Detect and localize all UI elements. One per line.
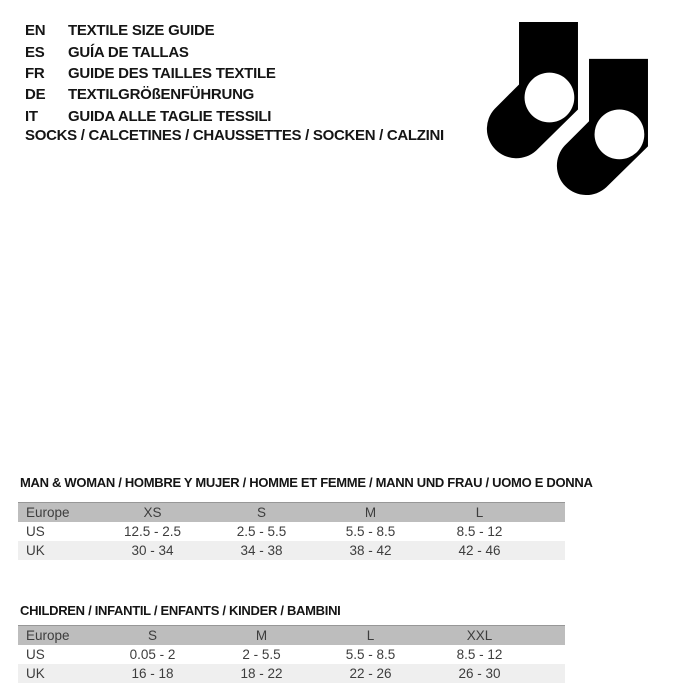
language-code: IT — [25, 107, 38, 125]
column-header: S — [207, 503, 316, 523]
table-title-children: CHILDREN / INFANTIL / ENFANTS / KINDER / BAMBINI — [20, 603, 341, 618]
column-header: M — [207, 626, 316, 646]
category-heading: SOCKS / CALCETINES / CHAUSSETTES / SOCKEN / CALZINI — [25, 127, 444, 144]
region-label: US — [26, 647, 45, 662]
column-header: M — [316, 503, 425, 523]
sock-glyph-left — [487, 22, 578, 158]
size-cell: 8.5 - 12 — [456, 647, 503, 662]
socks-icon — [482, 22, 650, 197]
column-header: XXL — [425, 626, 565, 646]
size-cell: 2.5 - 5.5 — [236, 524, 287, 539]
language-row — [25, 106, 276, 127]
language-row — [25, 20, 276, 41]
language-title: TEXTILE SIZE GUIDE — [68, 22, 215, 40]
language-title-list — [25, 20, 276, 127]
size-cell: 38 - 42 — [349, 543, 392, 558]
size-cell: 5.5 - 8.5 — [345, 647, 396, 662]
table-row — [18, 645, 565, 664]
size-cell: 8.5 - 12 — [456, 524, 503, 539]
column-header: XS — [98, 503, 207, 523]
size-cell: 22 - 26 — [349, 666, 392, 681]
region-label: US — [26, 524, 45, 539]
size-table-man-woman — [18, 502, 565, 560]
column-header: S — [98, 626, 207, 646]
size-cell: 30 - 34 — [131, 543, 174, 558]
size-cell: 2 - 5.5 — [242, 647, 281, 662]
language-title: GUIDE DES TAILLES TEXTILE — [68, 64, 276, 82]
size-cell: 42 - 46 — [458, 543, 501, 558]
table-row — [18, 541, 565, 560]
language-code: ES — [25, 43, 45, 61]
size-cell: 34 - 38 — [240, 543, 283, 558]
language-row — [25, 63, 276, 84]
language-code: FR — [25, 64, 45, 82]
table-header-row — [18, 626, 565, 646]
column-header: L — [425, 503, 565, 523]
size-cell: 18 - 22 — [240, 666, 283, 681]
language-title: TEXTILGRÖßENFÜHRUNG — [68, 86, 255, 104]
language-row — [25, 84, 276, 105]
size-cell: 5.5 - 8.5 — [345, 524, 396, 539]
language-row — [25, 41, 276, 62]
socks-icon-svg — [482, 22, 650, 197]
column-header: Europe — [18, 626, 98, 646]
language-title: GUIDA ALLE TAGLIE TESSILI — [68, 107, 272, 125]
region-label: UK — [26, 666, 45, 681]
region-label: UK — [26, 543, 45, 558]
table-row — [18, 664, 565, 683]
column-header: Europe — [18, 503, 98, 523]
size-cell: 12.5 - 2.5 — [123, 524, 182, 539]
column-header: L — [316, 626, 425, 646]
table-row — [18, 522, 565, 541]
table-title-man-woman: MAN & WOMAN / HOMBRE Y MUJER / HOMME ET FEMME / MANN UND FRAU / UOMO E DONNA — [20, 475, 593, 490]
size-cell: 0.05 - 2 — [129, 647, 176, 662]
size-cell: 26 - 30 — [458, 666, 501, 681]
language-code: DE — [25, 86, 46, 104]
table-header-row — [18, 503, 565, 523]
size-cell: 16 - 18 — [131, 666, 174, 681]
size-table-children — [18, 625, 565, 683]
language-code: EN — [25, 22, 46, 40]
language-title: GUÍA DE TALLAS — [68, 43, 189, 61]
